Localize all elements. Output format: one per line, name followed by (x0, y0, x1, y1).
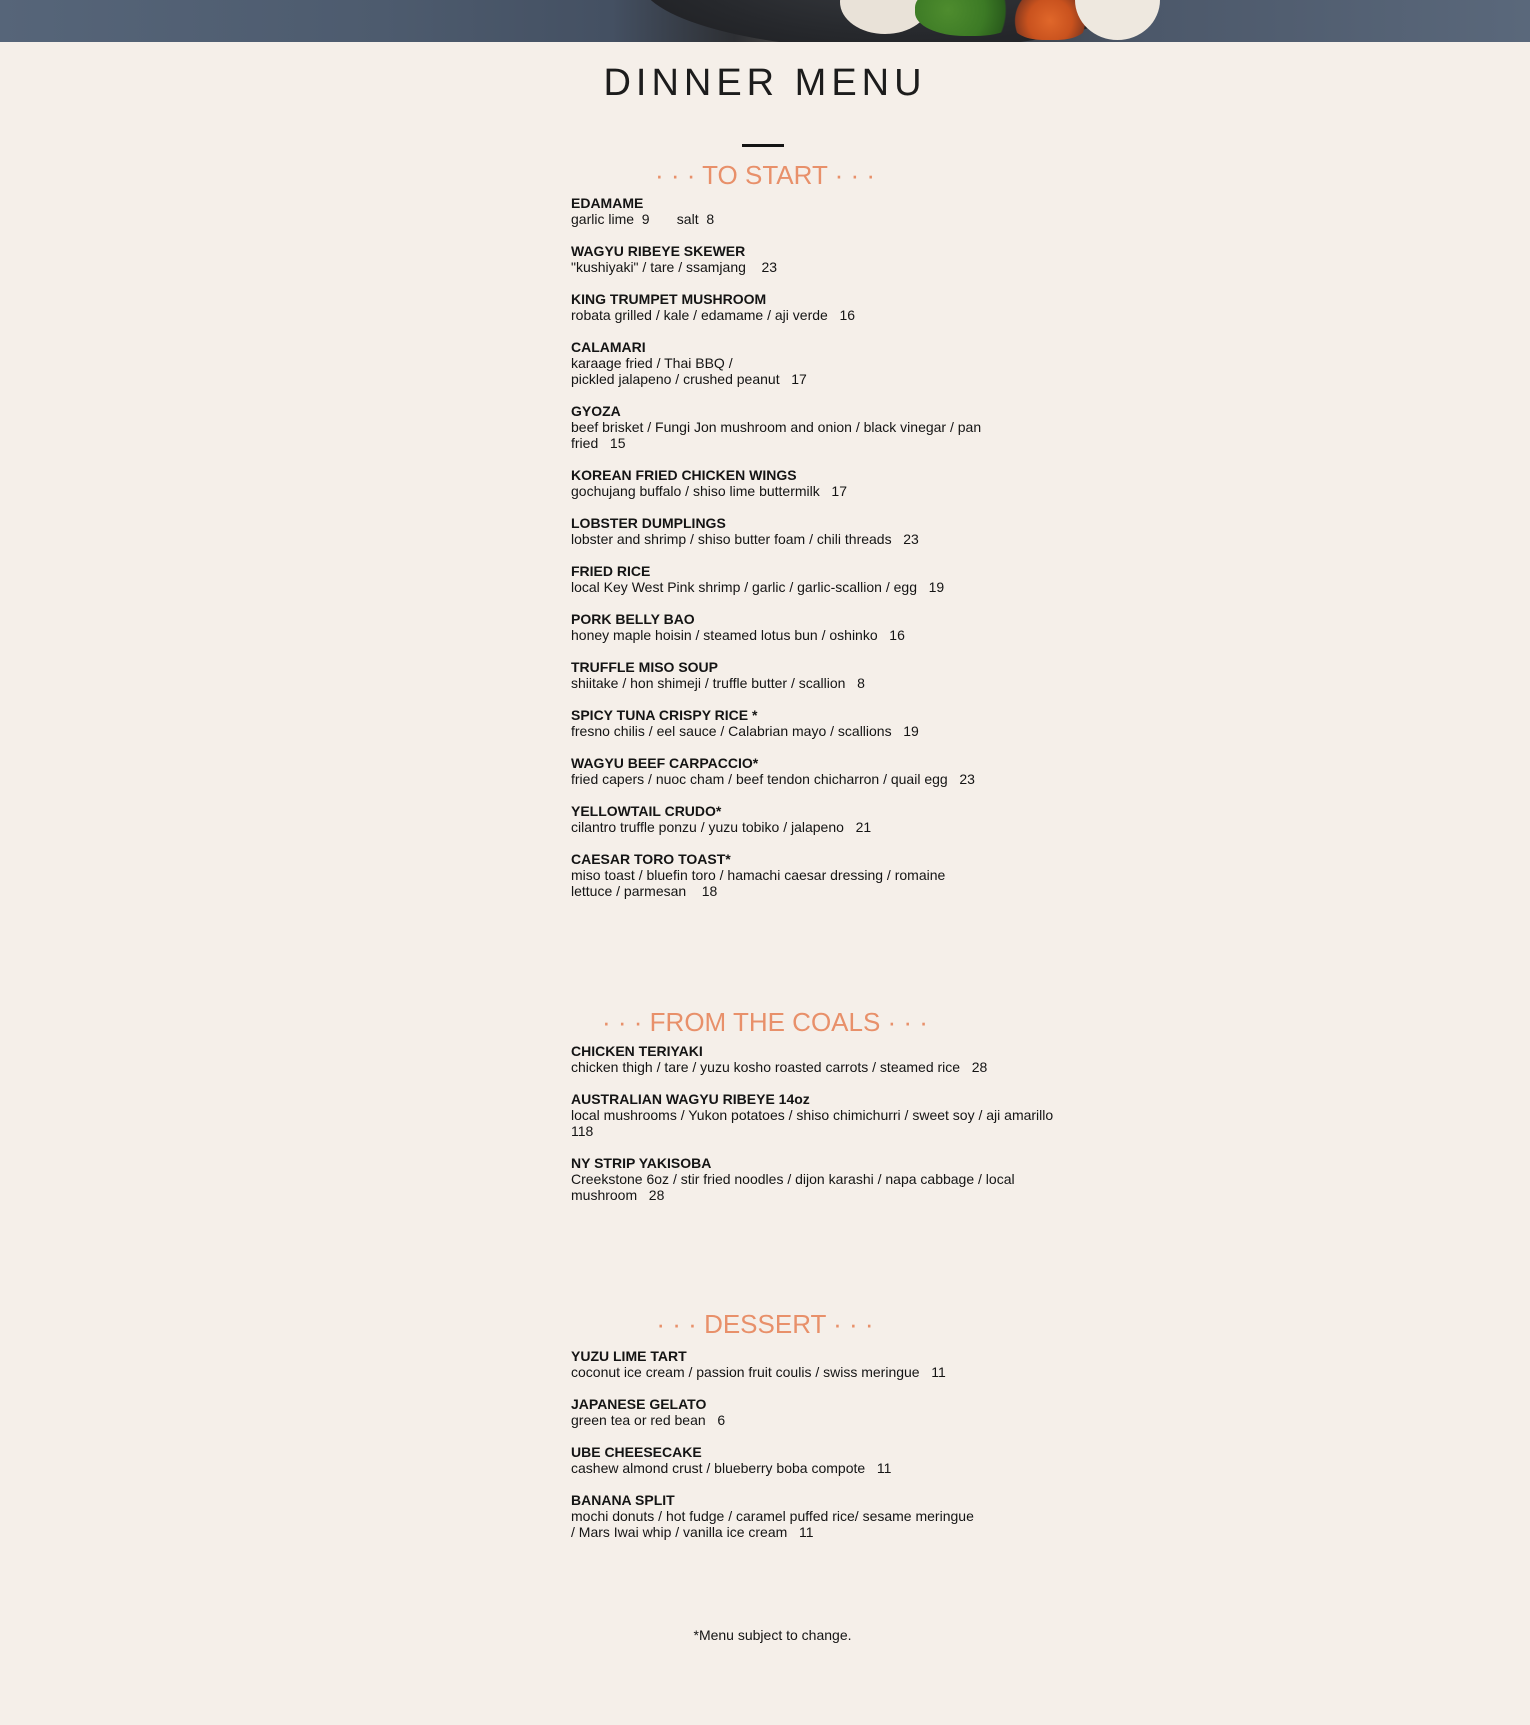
menu-item-description: cilantro truffle ponzu / yuzu tobiko / jalapeno 21 (571, 819, 872, 835)
menu-item (571, 515, 1091, 547)
menu-item-description: "kushiyaki" / tare / ssamjang 23 (571, 259, 778, 275)
menu-item-description: fresno chilis / eel sauce / Calabrian mayo / scallions 19 (571, 723, 919, 739)
title-divider (742, 144, 784, 147)
menu-item-name: BANANA SPLIT (571, 1492, 675, 1508)
menu-item-description: coconut ice cream / passion fruit coulis / swiss meringue 11 (571, 1364, 946, 1380)
menu-item-description: garlic lime 9 salt 8 (571, 211, 715, 227)
menu-item-description: local Key West Pink shrimp / garlic / garlic-scallion / egg 19 (571, 579, 945, 595)
menu-item (571, 403, 1091, 451)
menu-item (571, 1043, 1091, 1075)
menu-item-description: fried capers / nuoc cham / beef tendon chicharron / quail egg 23 (571, 771, 975, 787)
menu-item (571, 563, 1091, 595)
bun-image-part (1075, 0, 1160, 40)
menu-item-description: green tea or red bean 6 (571, 1412, 726, 1428)
menu-item (571, 755, 1091, 787)
menu-item-description: shiitake / hon shimeji / truffle butter / scallion 8 (571, 675, 865, 691)
menu-item-description: beef brisket / Fungi Jon mushroom and onion / black vinegar / pan fried 15 (571, 419, 982, 451)
menu-item-name: WAGYU RIBEYE SKEWER (571, 243, 746, 259)
menu-item-name: PORK BELLY BAO (571, 611, 695, 627)
menu-item-name: TRUFFLE MISO SOUP (571, 659, 718, 675)
menu-item (571, 1155, 1091, 1203)
menu-item (571, 1091, 1091, 1139)
menu-item-description: karaage fried / Thai BBQ / pickled jalapeno / crushed peanut 17 (571, 355, 807, 387)
menu-item-description: gochujang buffalo / shiso lime buttermilk 17 (571, 483, 848, 499)
menu-item (571, 707, 1091, 739)
section-heading-dessert: · · · DESSERT · · · (656, 1309, 874, 1339)
menu-item-name: FRIED RICE (571, 563, 651, 579)
menu-item-name: WAGYU BEEF CARPACCIO* (571, 755, 759, 771)
menu-item-name: KOREAN FRIED CHICKEN WINGS (571, 467, 797, 483)
hero-food-image (0, 0, 1530, 42)
menu-item-description: honey maple hoisin / steamed lotus bun / oshinko 16 (571, 627, 905, 643)
menu-item-description: Creekstone 6oz / stir fried noodles / dijon karashi / napa cabbage / local mushroom 28 (571, 1171, 1015, 1203)
dessert-list (571, 1348, 1091, 1556)
menu-item-description: cashew almond crust / blueberry boba compote 11 (571, 1460, 892, 1476)
from-the-coals-list (571, 1043, 1091, 1219)
section-heading-from-the-coals: · · · FROM THE COALS · · · (602, 1007, 928, 1037)
to-start-list (571, 195, 1091, 915)
section-heading-to-start: · · · TO START · · · (654, 160, 876, 190)
menu-item (571, 1348, 1091, 1380)
menu-item (571, 339, 1091, 387)
menu-item-name: NY STRIP YAKISOBA (571, 1155, 712, 1171)
menu-item-name: UBE CHEESECAKE (571, 1444, 702, 1460)
menu-item (571, 611, 1091, 643)
menu-item (571, 195, 1091, 227)
menu-item (571, 851, 1091, 899)
page-title: DINNER MENU (603, 62, 927, 104)
menu-item-name: LOBSTER DUMPLINGS (571, 515, 726, 531)
menu-item-name: EDAMAME (571, 195, 644, 211)
menu-item-description: robata grilled / kale / edamame / aji verde 16 (571, 307, 856, 323)
menu-item-name: CHICKEN TERIYAKI (571, 1043, 703, 1059)
menu-footnote: *Menu subject to change. (693, 1627, 852, 1643)
menu-item-name: CALAMARI (571, 339, 646, 355)
menu-item-name: KING TRUMPET MUSHROOM (571, 291, 767, 307)
menu-item-name: JAPANESE GELATO (571, 1396, 707, 1412)
menu-item-name: YUZU LIME TART (571, 1348, 687, 1364)
menu-item (571, 467, 1091, 499)
menu-item-description: chicken thigh / tare / yuzu kosho roasted carrots / steamed rice 28 (571, 1059, 988, 1075)
menu-item-name: YELLOWTAIL CRUDO* (571, 803, 722, 819)
menu-item-description: local mushrooms / Yukon potatoes / shiso chimichurri / sweet soy / aji amarillo 118 (571, 1107, 1054, 1139)
menu-item-description: miso toast / bluefin toro / hamachi caesar dressing / romaine lettuce / parmesan 18 (571, 867, 946, 899)
menu-item-name: SPICY TUNA CRISPY RICE * (571, 707, 758, 723)
menu-item-name: GYOZA (571, 403, 621, 419)
menu-item (571, 1492, 1091, 1540)
menu-item-name: AUSTRALIAN WAGYU RIBEYE 14oz (571, 1091, 810, 1107)
menu-item (571, 291, 1091, 323)
menu-item-name: CAESAR TORO TOAST* (571, 851, 731, 867)
menu-item (571, 803, 1091, 835)
menu-item (571, 1396, 1091, 1428)
menu-item (571, 1444, 1091, 1476)
menu-item-description: mochi donuts / hot fudge / caramel puffed rice/ sesame meringue / Mars Iwai whip / vanilla ice cream 11 (571, 1508, 974, 1540)
menu-item (571, 659, 1091, 691)
menu-item-description: lobster and shrimp / shiso butter foam / chili threads 23 (571, 531, 919, 547)
menu-item (571, 243, 1091, 275)
